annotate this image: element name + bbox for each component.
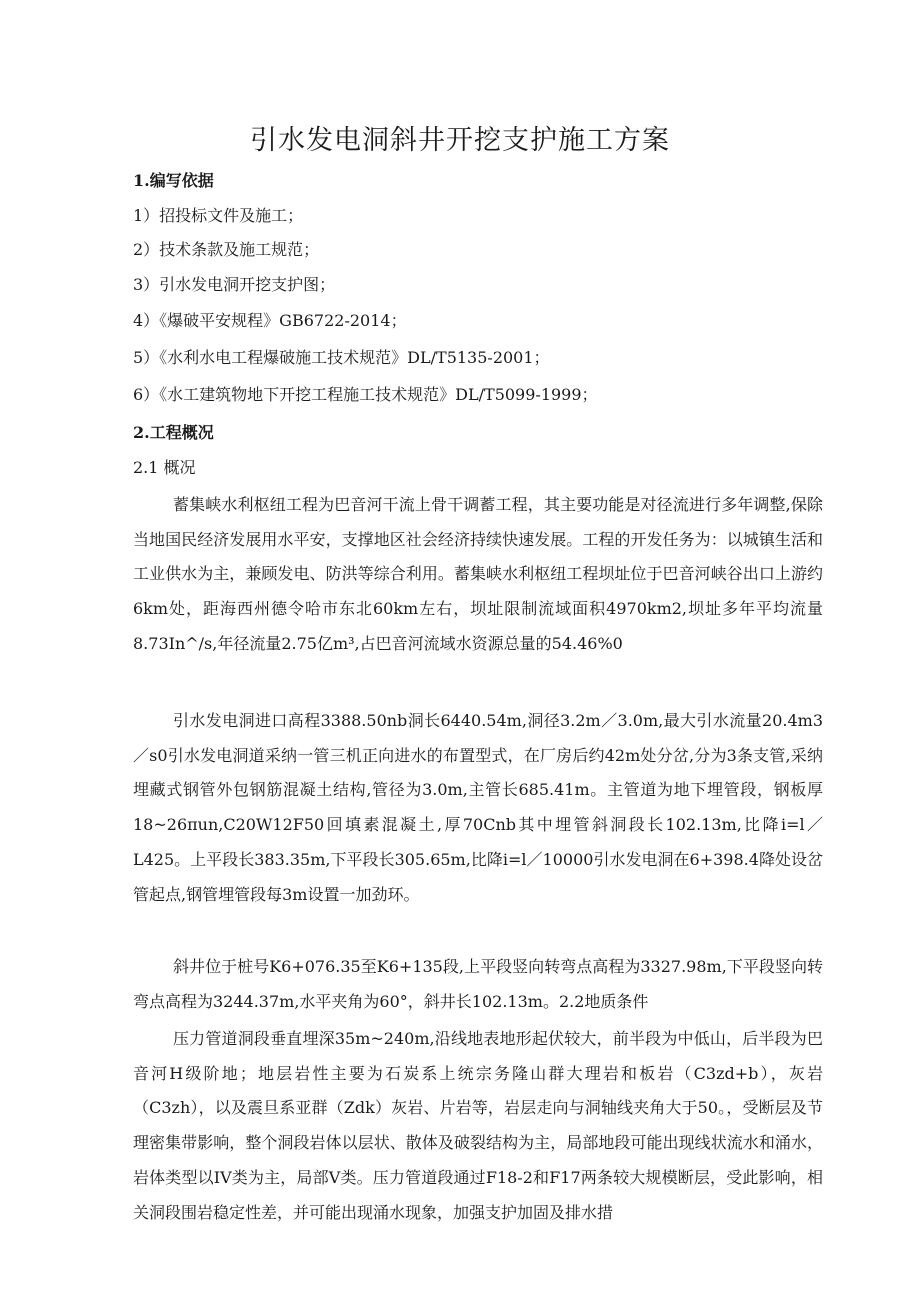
document-title: 引水发电洞斜井开挖支护施工方案 xyxy=(250,125,670,156)
overview-paragraph-1: 蓄集峡水利枢纽工程为巴音河干流上骨干调蓄工程，其主要功能是对径流进行多年调整,保除当地国民经济发展用水平安，支撑地区社会经济持续快速发展。工程的开发任务为：以城镇生活和工业供水为主，兼顾发电、防洪等综合利用。蓄集峡水利枢纽工程坝址位于巴音河峡谷出口上游约6km处，距海西州德令哈市东北60km左右，坝址限制流域面积4970km2,坝址多年平均流量8.73In^/s,年径流量2.75亿m³,占巴音河流域水资源总量的54.46%0 xyxy=(133,495,823,653)
basis-item-4: 4）《爆破平安规程》GB6722-2014； xyxy=(133,311,407,330)
overview-paragraph-2: 引水发电洞进口高程3388.50nb洞长6440.54m,洞径3.2m／3.0m,最大引水流量20.4m3／s0引水发电洞道采纳一管三机正向进水的布置型式，在厂房后约42m处分岔,分为3条支管,采纳埋藏式钢管外包钢筋混凝土结构,管径为3.0m,主管长685.41m。主管道为地下埋管段，钢板厚18~26πun,C20W12F50回填素混凝土,厚70Cnb其中埋管斜洞段长102.13m,比降i=l／L425。上平段长383.35m,下平段长305.65m,比降i=l／10000引水发电洞在6+398.4降处设岔管起点,钢管埋管段每3m设置一加劲环。 xyxy=(133,711,823,904)
geology-paragraph: 压力管道洞段垂直埋深35m~240m,沿线地表地形起伏较大，前半段为中低山，后半段为巴音河H级阶地；地层岩性主要为石炭系上统宗务隆山群大理岩和板岩（C3zd+b），灰岩（C3zh），以及震旦系亚群（Zdk）灰岩、片岩等，岩层走向与洞轴线夹角大于50。，受断层及节理密集带影响，整个洞段岩体以层状、散体及破裂结构为主，局部地段可能出现线状流水和涌水，岩体类型以IV类为主，局部V类。压力管道段通过F18-2和F17两条较大规模断层，受此影响，相关洞段围岩稳定性差，并可能出现涌水现象，加强支护加固及排水措 xyxy=(133,1029,823,1222)
basis-item-5: 5）《水利水电工程爆破施工技术规范》DL/T5135-2001； xyxy=(133,348,550,367)
section-1-heading: 1.编写依据 xyxy=(133,171,214,190)
basis-item-2: 2）技术条款及施工规范； xyxy=(133,240,320,259)
basis-item-3: 3）引水发电洞开挖支护图； xyxy=(133,275,336,294)
basis-item-1: 1）招投标文件及施工； xyxy=(133,206,304,225)
section-2-1-heading: 2.1 概况 xyxy=(133,458,196,477)
overview-paragraph-3: 斜井位于桩号K6+076.35至K6+135段,上平段竖向转弯点高程为3327.98m,下平段竖向转弯点高程为3244.37m,水平夹角为60°，斜井长102.13m。2.2地质条件 xyxy=(133,957,823,1011)
basis-item-6: 6）《水工建筑物地下开挖工程施工技术规范》DL/T5099-1999； xyxy=(133,385,598,404)
section-2-heading: 2.工程概况 xyxy=(133,423,214,442)
